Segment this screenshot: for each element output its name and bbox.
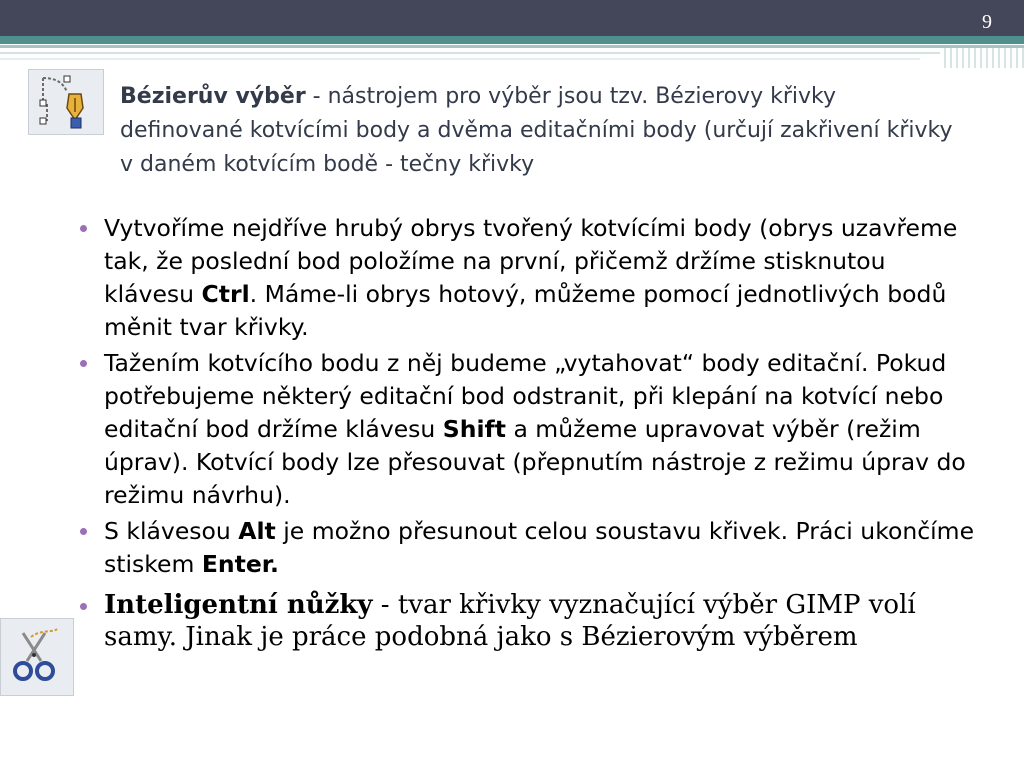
bullet-list — [78, 212, 978, 653]
bullet-text: . Máme-li obrys hotový, můžeme pomocí jednotlivých bodů měnit tvar křivky. — [104, 280, 947, 341]
bullet-term: Inteligentní nůžky — [104, 590, 373, 620]
header-divider-line — [0, 58, 920, 60]
header-accent-band — [0, 36, 1024, 44]
bullet-item — [78, 589, 978, 653]
header-divider-line — [0, 45, 1024, 48]
bullet-text: S klávesou — [104, 517, 239, 545]
header-stripe-decoration — [940, 48, 1024, 68]
bullet-key: Alt — [238, 517, 276, 545]
intelligent-scissors-tool-icon — [0, 618, 74, 696]
bullet-item — [78, 515, 978, 581]
bullet-text: - tvar křivky vyznačující výběr GIMP volí samy. Jinak je práce podobná jako s Bézierovým výběrem — [104, 590, 916, 652]
slide-heading — [120, 80, 960, 182]
bullet-text: Vytvoříme nejdříve hrubý obrys tvořený kotvícími body (obrys uzavřeme tak, že poslední bod položíme na první, přičemž držíme stisknutou klávesu — [104, 214, 958, 308]
heading-description: - nástrojem pro výběr jsou tzv. Bézierovy křivky definované kotvícími body a dvěma editačními body (určují zakřivení křivky v daném kotvícím bodě - tečny křivky — [120, 84, 953, 177]
bullet-text: a můžeme upravovat výběr (režim úprav). Kotvící body lze přesouvat (přepnutím nástroje z režimu úprav do režimu návrhu). — [104, 415, 966, 509]
bullet-key: Shift — [442, 415, 506, 443]
header-band — [0, 0, 1024, 36]
bullet-item — [78, 212, 978, 344]
bullet-key: Ctrl — [201, 280, 250, 308]
bullet-text: je možno přesunout celou soustavu křivek. Práci ukončíme stiskem — [104, 517, 975, 578]
header-divider-line — [0, 52, 940, 54]
bullet-key: Enter. — [201, 550, 279, 578]
slide-number: 9 — [982, 11, 992, 33]
bullet-item — [78, 347, 978, 512]
heading-term: Bézierův výběr — [120, 84, 306, 109]
bezier-path-tool-icon — [28, 69, 104, 135]
bullet-text: Tažením kotvícího bodu z něj budeme „vytahovat“ body editační. Pokud potřebujeme některý editační bod odstranit, při klepání na kotvící nebo editační bod držíme klávesu — [104, 349, 947, 443]
